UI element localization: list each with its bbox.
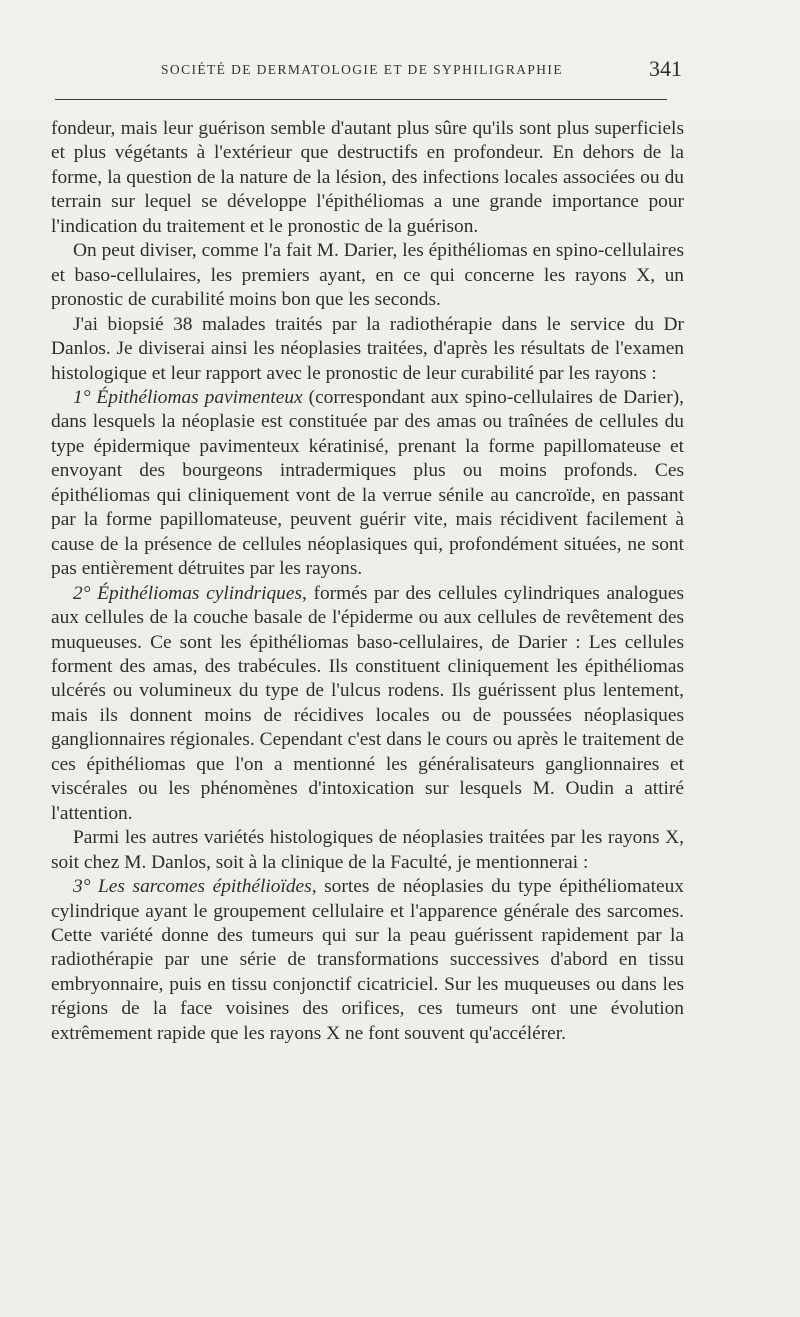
paragraph-7-lead: 3° Les sarcomes épithélioïdes xyxy=(73,876,312,898)
page-header xyxy=(52,56,682,88)
paragraph-5-lead: 2° Épithéliomas cylindriques xyxy=(73,582,302,604)
paragraph-5-text: , formés par des cellules cylindriques analogues aux cellules de la couche basale de l'épiderme ou aux cellules de revêtement des muqueuses. Ce sont les épithéliomas baso-cellulaires, de Darier : Les cellules forment des amas, des trabécules. Ils constituent cliniquement les épithéliomas ulcérés ou volumineux du type de l'ulcus rodens. Ils guérissent plus lentement, mais ils donnent moins de récidives locales ou de poussées néoplasiques ganglionnaires régionales. Cependant c'est dans le cours ou après le traitement de ces épithéliomas que l'on a mentionné les généralisateurs ganglionnaires et viscérales ou les phénomènes d'intoxication sur lesquels M. Oudin a attiré l'attention. xyxy=(51,582,684,824)
body-text xyxy=(51,117,684,1046)
page-number: 341 xyxy=(649,56,682,81)
paragraph-4-lead: 1° Épithéliomas pavimenteux xyxy=(73,386,303,408)
paragraph-2: On peut diviser, comme l'a fait M. Darier, les épithéliomas en spino-cellulaires et baso-cellulaires, les premiers ayant, en ce qui concerne les rayons X, un pronostic de curabilité moins bon que les seconds. xyxy=(51,240,684,311)
paragraph-5 xyxy=(51,582,684,827)
paragraph-1: fondeur, mais leur guérison semble d'autant plus sûre qu'ils sont plus superficiels et plus végétants à l'extérieur que destructifs en profondeur. En dehors de la forme, la question de la nature de la lésion, des infections locales associées ou du terrain sur lequel se développe l'épithéliomas a une grande importance pour l'indication du traitement et le pronostic de la guérison. xyxy=(51,118,684,237)
paragraph-4 xyxy=(51,386,684,582)
running-title: SOCIÉTÉ DE DERMATOLOGIE ET DE SYPHILIGRAPHIE xyxy=(161,62,563,77)
paragraph-7 xyxy=(51,875,684,1046)
paragraph-7-text: , sortes de néoplasies du type épithéliomateux cylindrique ayant le groupement cellulaire et l'apparence générale des sarcomes. Cette variété donne des tumeurs qui sur la peau guérissent rapidement par la radiothérapie par une série de transformations successives d'abord en tissu embryonnaire, puis en tissu conjonctif cicatriciel. Sur les muqueuses ou dans les régions de la face voisines des orifices, ces tumeurs ont une évolution extrêmement rapide que les rayons X ne font souvent qu'accélérer. xyxy=(51,876,684,1044)
header-rule xyxy=(55,99,667,100)
paragraph-6: Parmi les autres variétés histologiques de néoplasies traitées par les rayons X, soit chez M. Danlos, soit à la clinique de la Faculté, je mentionnerai : xyxy=(51,827,684,873)
paragraph-3: J'ai biopsié 38 malades traités par la radiothérapie dans le service du Dr Danlos. Je diviserai ainsi les néoplasies traitées, d'après les résultats de l'examen histologique et leur rapport avec le pronostic de leur curabilité par les rayons : xyxy=(51,313,684,384)
paragraph-4-text: (correspondant aux spino-cellulaires de Darier), dans lesquels la néoplasie est constituée par des amas ou traînées de cellules du type épidermique pavimenteux kératinisé, prenant la forme papillomateuse et envoyant des bourgeons intradermiques plus ou moins profonds. Ces épithéliomas qui cliniquement vont de la verrue sénile au cancroïde, en passant par la forme papillomateuse, peuvent guérir vite, mais récidivent facilement à cause de la présence de cellules néoplasiques qui, profondément situées, ne sont pas entièrement détruites par les rayons. xyxy=(51,386,684,580)
